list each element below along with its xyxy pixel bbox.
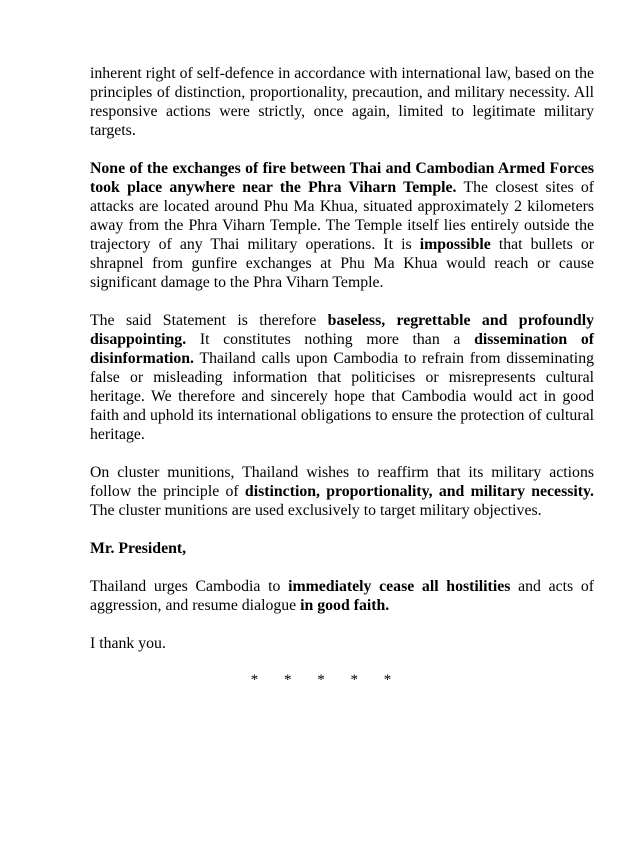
paragraph-phra-viharn: [90, 159, 594, 292]
end-mark: *: [383, 672, 392, 688]
text-run: inherent right of self-defence in accordance with international law, based on the principles of distinction, proportionality, precaution, and military necessity. All responsive actions were strictly, once again, limited to legitimate military targets.: [90, 65, 594, 139]
text-run: The said Statement is therefore: [90, 312, 328, 329]
bold-run: in good faith.: [300, 597, 390, 614]
text-run: I thank you.: [90, 635, 166, 652]
end-mark: *: [250, 672, 259, 688]
bold-run: None of the exchanges of fire between Thai and Cambodian Armed Forces took place anywhere near the Phra Viharn Temple.: [90, 160, 594, 196]
bold-run: baseless, regrettable and profoundly disappointing.: [90, 312, 594, 348]
bold-run: immediately cease all hostilities: [288, 578, 511, 595]
bold-run: distinction, proportionality, and military necessity.: [244, 483, 594, 500]
paragraph-cluster-munitions: [90, 463, 594, 520]
text-run: Thailand urges Cambodia to: [90, 578, 289, 595]
text-run: The closest sites of attacks are located around Phu Ma Khua, situated approximately 2 kilometers away from the Phra Viharn Temple. The Temple itself lies entirely outside the trajectory of any Thai military operations. It is: [90, 179, 594, 253]
end-of-document-marks: [0, 672, 642, 689]
paragraph-closing: [90, 634, 594, 653]
end-mark: *: [317, 672, 325, 688]
document-body: [90, 64, 594, 653]
paragraph-self-defence: [90, 64, 594, 140]
paragraph-statement: [90, 311, 594, 444]
bold-run: dissemination of disinformation.: [90, 331, 594, 367]
text-run: Thailand calls upon Cambodia to refrain from disseminating false or misleading information that politicises or misrepresents cultural heritage. We therefore and sincerely hope that Cambodia would act in good faith and uphold its international obligations to ensure the protection of cultural heritage.: [90, 350, 594, 443]
paragraph-address: [90, 539, 594, 558]
bold-run: impossible: [419, 236, 491, 253]
paragraph-urges: [90, 577, 594, 615]
text-run: It constitutes nothing more than a: [186, 331, 475, 348]
end-mark: *: [284, 672, 292, 688]
bold-run: Mr. President,: [90, 540, 187, 557]
text-run: The cluster munitions are used exclusively to target military objectives.: [90, 502, 542, 519]
text-run: and acts of aggression, and resume dialogue: [90, 578, 594, 614]
end-mark: *: [350, 672, 358, 688]
text-run: On cluster munitions, Thailand wishes to reaffirm that its military actions follow the principle of: [90, 464, 594, 500]
text-run: that bullets or shrapnel from gunfire exchanges at Phu Ma Khua would reach or cause significant damage to the Phra Viharn Temple.: [90, 236, 594, 291]
